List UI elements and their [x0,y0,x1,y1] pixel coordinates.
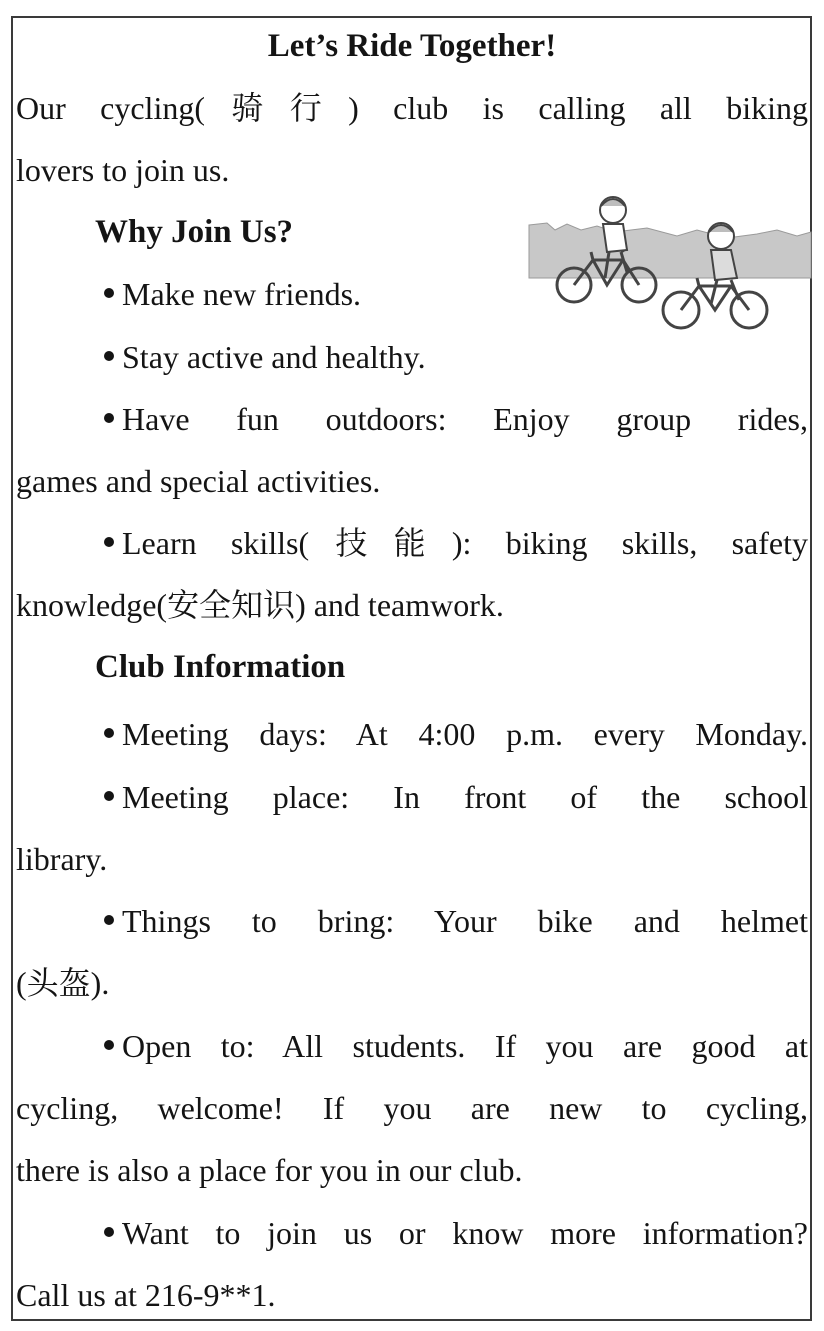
bullet-dot [104,537,114,547]
list-item-text: Open to: All students. If you are good at [122,1028,808,1064]
list-item-continuation: games and special activities. [16,463,381,499]
intro-line-2: lovers to join us. [16,152,230,188]
rider-2-icon [708,223,739,304]
list-item [104,901,808,941]
bullet-dot [104,791,114,801]
bullet-dot [104,351,114,361]
list-item-text: Have fun outdoors: Enjoy group rides, [122,401,808,437]
list-item-continuation: cycling, welcome! If you are new to cycling, [16,1090,808,1126]
bushes-background [529,223,811,278]
list-item [104,1026,808,1066]
bullet-dot [104,1227,114,1237]
list-item [104,523,808,563]
list-item-text: Learn skills(技能): biking skills, safety [122,525,808,561]
bullet-dot [104,413,114,423]
intro-line-1: Our cycling(骑行) club is calling all biking [16,90,808,126]
list-item [104,714,808,754]
bullet-dot [104,288,114,298]
list-item-continuation: library. [16,841,108,877]
list-item [104,399,808,439]
list-item-text: Stay active and healthy. [122,339,426,375]
list-item-text: Things to bring: Your bike and helmet [122,903,808,939]
cyclists-illustration [527,190,813,338]
list-item-text: Meeting days: At 4:00 p.m. every Monday. [122,716,808,752]
list-item [104,777,808,817]
list-item-continuation: Call us at 216-9**1. [16,1277,276,1313]
list-item-continuation: (头盔). [16,965,110,1001]
list-item-text: Make new friends. [122,276,362,312]
bullet-dot [104,1040,114,1050]
bullet-dot [104,728,114,738]
list-item [104,337,426,377]
list-item-continuation: there is also a place for you in our club. [16,1152,523,1188]
club-info-heading: Club Information [95,649,346,685]
page-title: Let’s Ride Together! [267,28,557,64]
list-item [104,1213,808,1253]
list-item [104,274,361,314]
list-item-continuation: knowledge(安全知识) and teamwork. [16,587,504,623]
list-item-text: Meeting place: In front of the school [122,779,808,815]
bullet-dot [104,915,114,925]
why-join-heading: Why Join Us? [95,214,294,250]
list-item-text: Want to join us or know more information? [122,1215,808,1251]
